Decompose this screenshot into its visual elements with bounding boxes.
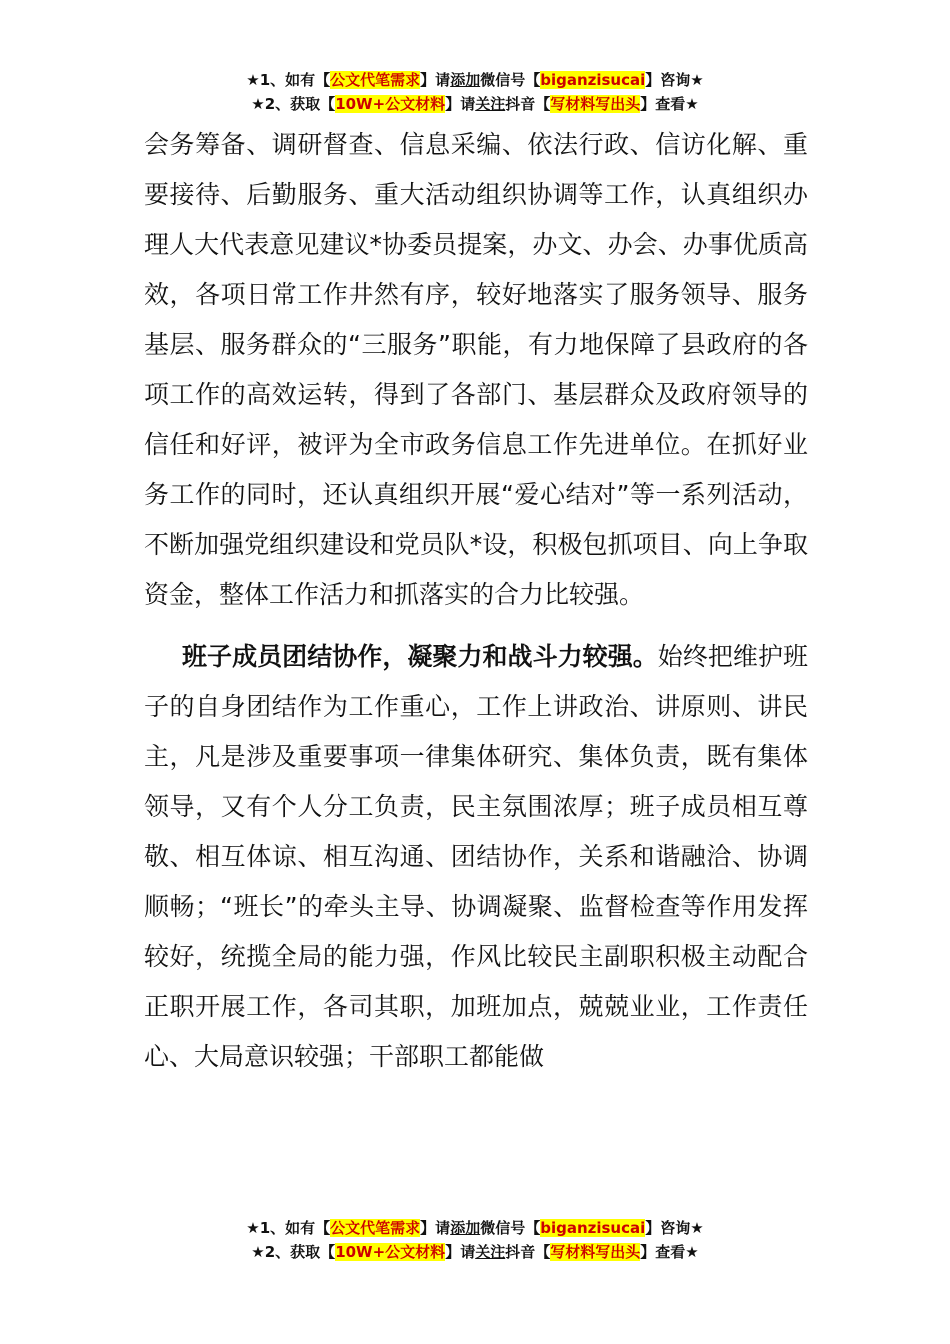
banner-highlight: 10W+公文材料	[335, 95, 446, 113]
banner-line-2	[0, 1240, 950, 1264]
banner-text: 】查看★	[640, 95, 699, 113]
banner-underline: 关注	[475, 95, 506, 113]
paragraph-2	[144, 632, 808, 1082]
banner-text: ★2、获取【	[251, 1243, 336, 1261]
banner-text: 】请	[420, 71, 451, 89]
banner-text: 】查看★	[640, 1243, 699, 1261]
banner-highlight: biganzisucai	[540, 1219, 646, 1237]
banner-line-1	[0, 68, 950, 92]
banner-text: 】请	[445, 95, 476, 113]
banner-text: 抖音【	[505, 1243, 551, 1261]
banner-highlight: 公文代笔需求	[330, 71, 421, 89]
banner-highlight: 写材料写出头	[550, 95, 641, 113]
banner-text: ★2、获取【	[251, 95, 336, 113]
banner-highlight: 公文代笔需求	[330, 1219, 421, 1237]
document-body	[144, 120, 808, 1082]
banner-text: 】请	[420, 1219, 451, 1237]
header-banner	[0, 68, 950, 116]
banner-text: ★1、如有【	[246, 71, 331, 89]
banner-highlight: biganzisucai	[540, 71, 646, 89]
footer-banner	[0, 1216, 950, 1264]
banner-line-1	[0, 1216, 950, 1240]
banner-underline: 添加	[450, 71, 481, 89]
banner-text: 微信号【	[480, 71, 541, 89]
banner-text: ★1、如有【	[246, 1219, 331, 1237]
banner-text: 】咨询★	[645, 71, 704, 89]
banner-text: 】请	[445, 1243, 476, 1261]
banner-line-2	[0, 92, 950, 116]
banner-underline: 关注	[475, 1243, 506, 1261]
banner-text: 抖音【	[505, 95, 551, 113]
banner-text: 】咨询★	[645, 1219, 704, 1237]
paragraph-heading: 班子成员团结协作，凝聚力和战斗力较强。	[182, 642, 658, 671]
banner-highlight: 写材料写出头	[550, 1243, 641, 1261]
paragraph-1: 会务筹备、调研督查、信息采编、依法行政、信访化解、重要接待、后勤服务、重大活动组织协调等工作，认真组织办理人大代表意见建议*协委员提案，办文、办会、办事优质高效，各项日常工作井然有序，较好地落实了服务领导、服务基层、服务群众的“三服务”职能，有力地保障了县政府的各项工作的高效运转，得到了各部门、基层群众及政府领导的信任和好评，被评为全市政务信息工作先进单位。在抓好业务工作的同时，还认真组织开展“爱心结对”等一系列活动，不断加强党组织建设和党员队*设，积极包抓项目、向上争取资金，整体工作活力和抓落实的合力比较强。	[144, 130, 808, 609]
paragraph-2-body: 始终把维护班子的自身团结作为工作重心，工作上讲政治、讲原则、讲民主，凡是涉及重要事项一律集体研究、集体负责，既有集体领导，又有个人分工负责，民主氛围浓厚；班子成员相互尊敬、相互体谅、相互沟通、团结协作，关系和谐融洽、协调顺畅；“班长”的牵头主导、协调凝聚、监督检查等作用发挥较好，统揽全局的能力强，作风比较民主副职积极主动配合正职开展工作，各司其职，加班加点，兢兢业业，工作责任心、大局意识较强；干部职工都能做	[144, 642, 808, 1071]
banner-underline: 添加	[450, 1219, 481, 1237]
banner-highlight: 10W+公文材料	[335, 1243, 446, 1261]
banner-text: 微信号【	[480, 1219, 541, 1237]
